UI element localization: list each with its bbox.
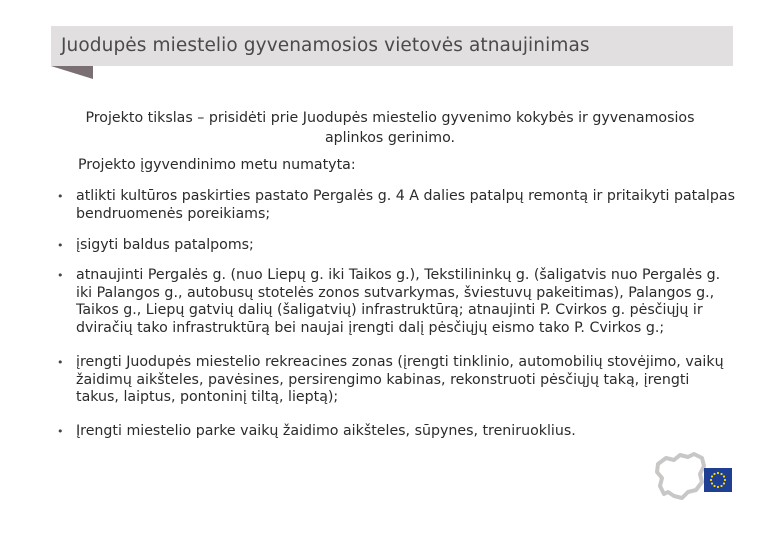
list-item-text: įrengti Juodupės miestelio rekreacines zonas (įrengti tinklinio, automobilių stovėjimo, vaikų žaidimų aikšteles, pavėsines, persirengimo kabinas, rekonstruoti pėsčiųjų taką, įrengti takus, laiptus, pontoninį tiltą, lieptą);	[76, 354, 724, 405]
activities-lead: Projekto įgyvendinimo metu numatyta:	[78, 157, 356, 173]
list-item-text: Įrengti miestelio parke vaikų žaidimo aikšteles, sūpynes, treniruoklius.	[76, 423, 576, 439]
list-item-text: įsigyti baldus patalpoms;	[76, 237, 254, 253]
slide-title: Juodupės miestelio gyvenamosios vietovės atnaujinimas	[61, 35, 590, 56]
project-aim: Projekto tikslas – prisidėti prie Juodupės miestelio gyvenimo kokybės ir gyvenamosios aplinkos gerinimo.	[85, 110, 695, 146]
eu-flag-icon	[704, 468, 732, 492]
list-item-text: atlikti kultūros paskirties pastato Pergalės g. 4 A dalies patalpų remontą ir pritaikyti patalpas bendruomenės poreikiams;	[76, 188, 735, 222]
lithuania-map-shape	[657, 454, 704, 498]
bullet-icon: •	[57, 356, 64, 369]
bullet-icon: •	[57, 425, 64, 438]
bullet-icon: •	[57, 190, 64, 203]
lithuania-eu-logo	[654, 452, 736, 502]
title-bar	[51, 26, 733, 66]
bullet-icon: •	[57, 239, 64, 252]
list-item-text: atnaujinti Pergalės g. (nuo Liepų g. iki Taikos g.), Tekstilininkų g. (šaligatvis nuo Pergalės g. iki Palangos g., autobusų stotelės zonos sutvarkymas, šviestuvų pakeitimas), Palangos g., Taikos g., Liepų gatvių dalių (šaligatvių) infrastruktūrą; atnaujinti P. Cvirkos g. pėsčiųjų ir dviračių tako infrastruktūrą bei naujai įrengti dalį pėsčiųjų eismo tako P. Cvirkos g.;	[76, 267, 721, 336]
title-tab-decoration	[51, 66, 95, 80]
bullet-icon: •	[57, 269, 64, 282]
